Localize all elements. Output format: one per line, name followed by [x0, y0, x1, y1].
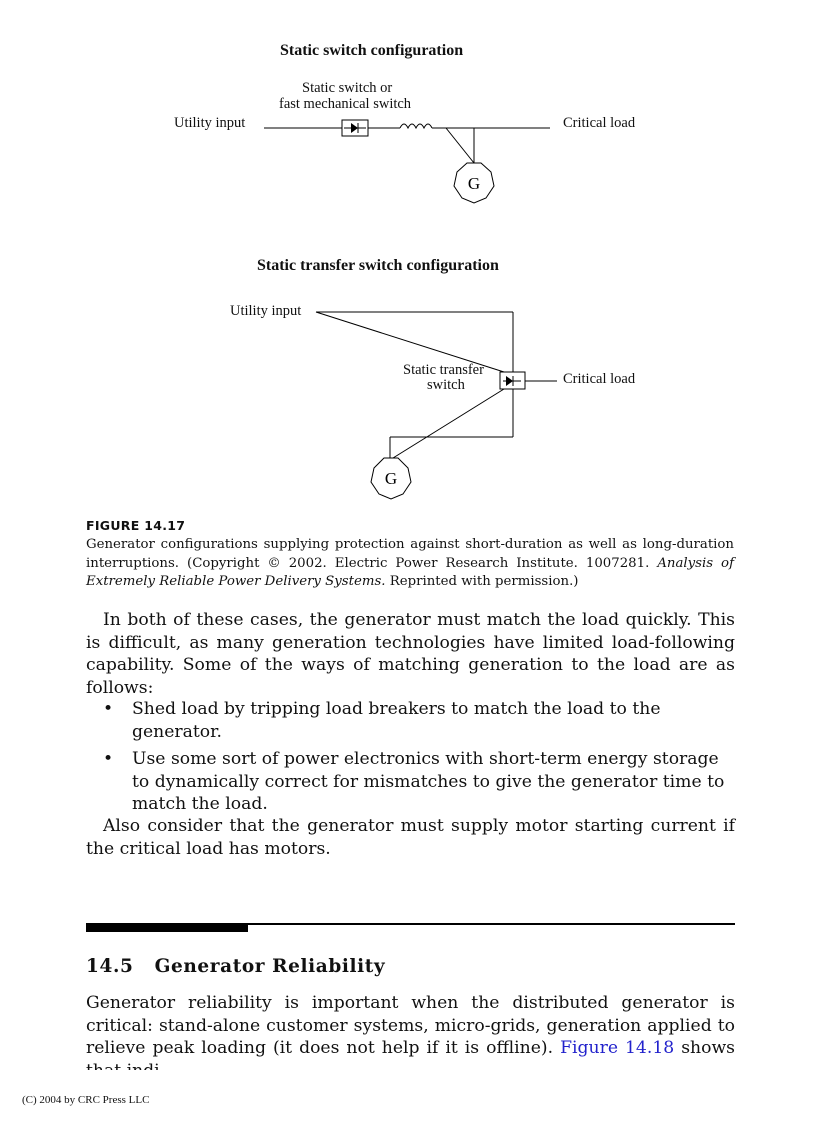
paragraph-2: Also consider that the generator must supply motor starting current if the critical load has motors. [86, 816, 735, 859]
footer-copyright: (C) 2004 by CRC Press LLC [22, 1094, 150, 1106]
section-paragraph-end: shows [681, 1038, 735, 1059]
section-paragraph-text: Generator reliability is important when the distributed generator is critical: stand-alone customer systems, micro-grids, generation applied to relieve peak loading (it does not help if it is offline). [86, 993, 735, 1059]
diagram2-load-label: Critical load [563, 371, 636, 387]
circuit-diagrams [0, 0, 816, 510]
bullet-list [86, 698, 726, 821]
d2-gen-diagonal [393, 389, 504, 458]
diagram1-switch-label-line2: fast mechanical switch [279, 96, 412, 112]
figure-caption [86, 536, 734, 592]
diagram2-switch-label-line1: Static transfer [403, 362, 484, 378]
caption-end: Reprinted with permission.) [385, 574, 579, 589]
diagram1-utility-label: Utility input [174, 115, 246, 131]
diagram2-utility-label: Utility input [230, 303, 302, 319]
section-rule-accent [86, 925, 248, 932]
caption-text: Generator configurations supplying protection against short-duration as well as long-duration interruptions. (Copyright © 2002. Electric Power Research Institute. 1007281. [86, 537, 734, 571]
diagram2-switch-label-line2: switch [427, 377, 465, 393]
caption-italic-title: Analysis of Extremely Reliable Power Delivery Systems. [86, 555, 734, 589]
paragraph-1: In both of these cases, the generator must match the load quickly. This is difficult, as many generation technologies have limited load-following capability. Some of the ways of matching generation to the load are as follows: [86, 610, 735, 698]
diagram2-title: Static transfer switch configuration [257, 257, 499, 274]
d1-inductor [400, 124, 432, 128]
section-paragraph [86, 992, 735, 1082]
list-item [86, 748, 726, 816]
list-item-text: Shed load by tripping load breakers to match the load to the generator. [132, 699, 661, 742]
diagram1-switch-label-line1: Static switch or [302, 80, 393, 96]
d2-generator-label: G [384, 469, 398, 488]
list-item-text: Use some sort of power electronics with short-term energy storage to dynamically correct for mismatches to give the generator time to match the load. [132, 749, 725, 815]
d2-utility-diagonal [316, 312, 504, 372]
bullet-icon: • [103, 699, 114, 719]
d1-generator-label: G [467, 174, 481, 193]
figure-link[interactable]: Figure 14.18 [560, 1038, 675, 1059]
diagram1-title: Static switch configuration [280, 42, 464, 59]
diagram1-load-label: Critical load [563, 115, 636, 131]
list-item [86, 698, 726, 743]
figure-label: FIGURE 14.17 [86, 518, 186, 533]
d1-gen-wire-a [446, 128, 474, 163]
section-heading: 14.5 Generator Reliability [86, 956, 386, 977]
bullet-icon: • [103, 749, 114, 770]
